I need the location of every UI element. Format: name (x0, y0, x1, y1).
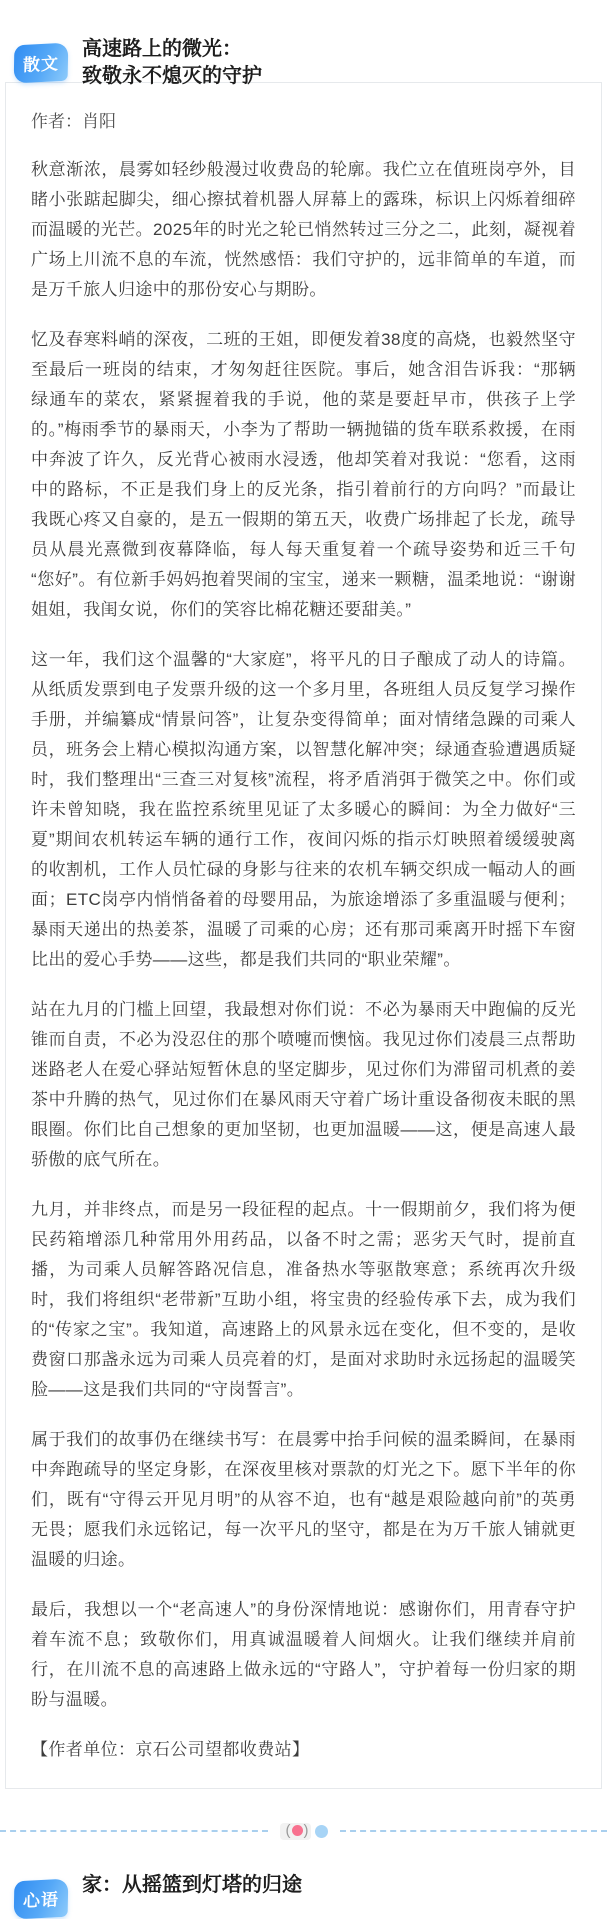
article1-title-line2: 致敬永不熄灭的守护 (82, 63, 262, 90)
author-line: 作者：肖阳 (31, 110, 576, 134)
paragraph: 最后，我想以一个“老高速人”的身份深情地说：感谢你们，用青春守护着车流不息；致敬你们，用真诚温暖着人间烟火。让我们继续并肩前行，在川流不息的高速路上做永远的“守路人”，守护着每一份归家的期盼与温暖。 (31, 1595, 576, 1715)
article1-header (0, 0, 607, 90)
paragraph: 秋意渐浓，晨雾如轻纱般漫过收费岛的轮廓。我伫立在值班岗亭外，目睹小张踮起脚尖，细心擦拭着机器人屏幕上的露珠，标识上闪烁着细碎而温暖的光芒。2025年的时光之轮已悄然转过三分之二，此刻，凝视着广场上川流不息的车流，恍然感悟：我们守护的，远非简单的车道，而是万千旅人归途中的那份安心与期盼。 (31, 155, 576, 305)
paragraph: 站在九月的门槛上回望，我最想对你们说：不必为暴雨天中跑偏的反光锥而自责，不必为没忍住的那个喷嚏而懊恼。我见过你们凌晨三点帮助迷路老人在爱心驿站短暂休息的坚定脚步，见过你们为滞留司机煮的姜茶中升腾的热气，见过你们在暴风雨天守着广场计重设备彻夜未眠的黑眼圈。你们比自己想象的更加坚韧，也更加温暖——这，便是高速人最骄傲的底气所在。 (31, 995, 576, 1175)
pink-dot-icon (292, 1825, 303, 1836)
section-divider (0, 1822, 607, 1840)
article2-header (0, 1866, 607, 1918)
left-paren-decoration: ( (286, 1824, 291, 1838)
divider-chip (280, 1823, 311, 1840)
article2-title (82, 1872, 302, 1899)
right-paren-decoration: ) (304, 1824, 309, 1838)
author-unit-line: 【作者单位：京石公司望都收费站】 (31, 1735, 576, 1765)
paragraph: 忆及春寒料峭的深夜，二班的王姐，即便发着38度的高烧，也毅然坚守至最后一班岗的结束，才匆匆赶往医院。事后，她含泪告诉我：“那辆绿通车的菜农，紧紧握着我的手说，他的菜是要赶早市，供孩子上学的。”梅雨季节的暴雨天，小李为了帮助一辆抛锚的货车联系救援，在雨中奔波了许久，反光背心被雨水浸透，他却笑着对我说：“您看，这雨中的路标，不正是我们身上的反光条，指引着前行的方向吗？”而最让我既心疼又自豪的，是五一假期的第五天，收费广场排起了长龙，疏导员从晨光熹微到夜幕降临，每人每天重复着一个疏导姿势和近三千句“您好”。有位新手妈妈抱着哭闹的宝宝，递来一颗糖，温柔地说：“谢谢姐姐，我闺女说，你们的笑容比棉花糖还要甜美。” (31, 325, 576, 625)
article1-title (82, 36, 262, 90)
paragraph: 九月，并非终点，而是另一段征程的起点。十一假期前夕，我们将为便民药箱增添几种常用外用药品，以备不时之需；恶劣天气时，提前直播，为司乘人员解答路况信息，准备热水等驱散寒意；系统再次升级时，我们将组织“老带新”互助小组，将宝贵的经验传承下去，成为我们的“传家之宝”。我知道，高速路上的风景永远在变化，但不变的，是收费窗口那盏永远为司乘人员亮着的灯，是面对求助时永远扬起的温暖笑脸——这是我们共同的“守岗誓言”。 (31, 1195, 576, 1405)
paragraph: 这一年，我们这个温馨的“大家庭”，将平凡的日子酿成了动人的诗篇。从纸质发票到电子发票升级的这一个多月里，各班组人员反复学习操作手册，并编纂成“情景问答”，让复杂变得简单；面对情绪急躁的司乘人员，班务会上精心模拟沟通方案，以智慧化解冲突；绿通查验遭遇质疑时，我们整理出“三查三对复核”流程，将矛盾消弭于微笑之中。你们或许未曾知晓，我在监控系统里见证了太多暖心的瞬间：为全力做好“三夏”期间农机转运车辆的通行工作，夜间闪烁的指示灯映照着缓缓驶离的收割机，工作人员忙碌的身影与往来的农机车辆交织成一幅动人的画面；ETC岗亭内悄悄备着的母婴用品，为旅途增添了多重温暖与便利；暴雨天递出的热姜茶，温暖了司乘的心房；还有那司乘离开时摇下车窗比出的爱心手势——这些，都是我们共同的“职业荣耀”。 (31, 645, 576, 975)
heart-words-category-badge: 心语 (14, 1879, 69, 1919)
divider-dashed-line-right (340, 1830, 607, 1832)
paragraph: 属于我们的故事仍在继续书写：在晨雾中抬手问候的温柔瞬间，在暴雨中奔跑疏导的坚定身影，在深夜里核对票款的灯光之下。愿下半年的你们，既有“守得云开见月明”的从容不迫，也有“越是艰险越向前”的英勇无畏；愿我们永远铭记，每一次平凡的坚守，都是在为万千旅人铺就更温暖的归途。 (31, 1425, 576, 1575)
article1-title-line1: 高速路上的微光： (82, 36, 262, 63)
divider-dashed-line-left (0, 1830, 268, 1832)
article2-title-line1: 家：从摇篮到灯塔的归途 (82, 1872, 302, 1899)
blue-dot-icon (315, 1825, 328, 1838)
article1-card (5, 82, 602, 1789)
essay-category-badge: 散文 (14, 43, 69, 84)
divider-ornament (280, 1823, 328, 1840)
